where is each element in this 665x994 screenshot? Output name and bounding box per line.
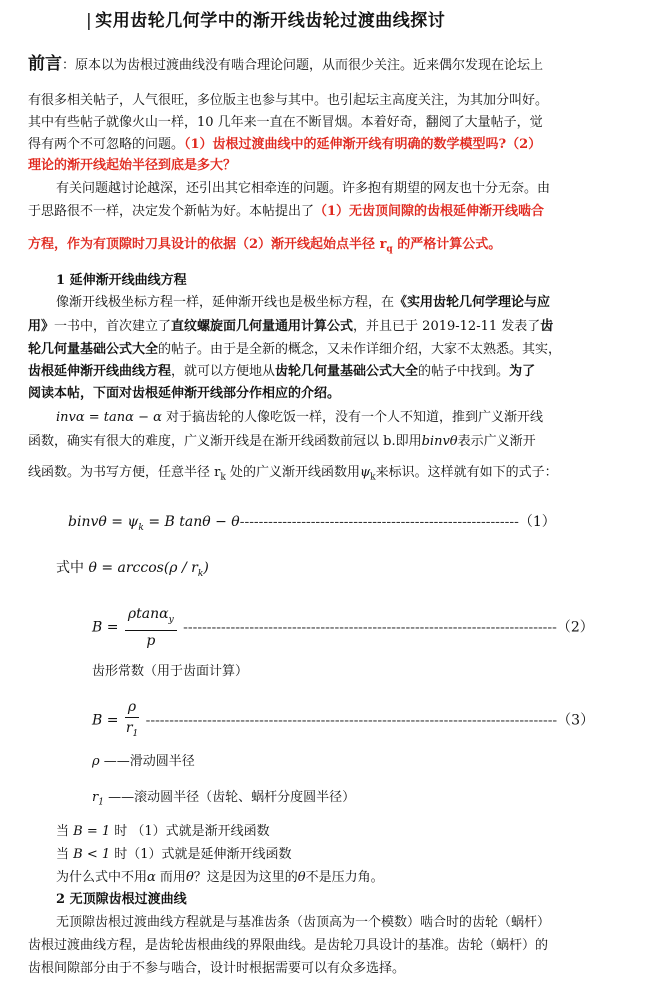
theta-definition: 式中 $\theta = \arccos(\rho / r_k)$ xyxy=(56,560,209,579)
intro-line-7: 于思路很不一样，决定发个新帖为好。本帖提出了（1）无齿顶间隙的齿根延伸渐开线啮合 xyxy=(28,204,545,219)
formula-2-fraction: $\frac{\rho\tan\alpha_y}{p}$ xyxy=(125,604,177,651)
s2-line-2: 齿根过渡曲线方程，是齿轮齿根曲线的界限曲线。是齿轮刀具设计的基准。齿轮（蜗杆）的 xyxy=(28,938,549,953)
rho-definition: ρ ——滑动圆半径 xyxy=(92,754,195,769)
s1-line-1: 像渐开线极坐标方程一样，延伸渐开线也是极坐标方程，在《实用齿轮几何学理论与应 xyxy=(56,295,551,310)
s1-line-4: 齿根延伸渐开线曲线方程，就可以方便地从齿轮几何量基础公式大全的帖子中找到。为了 xyxy=(28,364,536,379)
intro-line-4: 得有两个不可忽略的问题。（1）齿根过渡曲线中的延伸渐开线有明确的数学模型吗?（2） xyxy=(28,137,542,152)
s1-line-2: 用》一书中，首次建立了直纹螺旋面几何量通用计算公式，并且已于 2019-12-11 发表了齿 xyxy=(28,319,554,334)
intro-line-5: 理论的渐开线起始半径到底是多大？ xyxy=(28,158,237,173)
formula-1: binvθ = $\psi_k = B$ tanθ − θ-----------------------------------------------------------（1） xyxy=(68,514,556,533)
s1-line-6: invα = tanα − α 对于搞齿轮的人像吃饭一样，没有一个人不知道，推到广义渐开线 xyxy=(56,410,544,425)
s2-line-3: 齿根间隙部分由于不参与啮合，设计时根据需要可以有众多选择。 xyxy=(28,961,406,976)
s1-line-5: 阅读本帖，下面对齿根延伸渐开线部分作相应的介绍。 xyxy=(28,386,341,401)
s1-line-3: 轮几何量基础公式大全的帖子。由于是全新的概念，又未作详细介绍，大家不太熟悉。其实， xyxy=(28,342,562,357)
title-text: 实用齿轮几何学中的渐开线齿轮过渡曲线探讨 xyxy=(95,11,446,31)
tooth-constant-label: 齿形常数（用于齿面计算） xyxy=(92,664,249,679)
intro-line-2: 有很多相关帖子，人气很旺，多位版主也参与其中。也引起坛主高度关注，为其加分叫好。 xyxy=(28,93,549,108)
title-bar-mark: | xyxy=(86,11,93,31)
formula-2: B = $\frac{\rho\tan\alpha_y}{p}$ -------------------------------------------------------------------------------（2） xyxy=(92,606,594,649)
intro-line-8: 方程，作为有顶隙时刀具设计的依据（2）渐开线起始点半径 $r_q$ 的严格计算公式。 xyxy=(28,237,502,255)
s1-line-8: 线函数。为书写方便，任意半径 $r_k$ 处的广义渐开线函数用$\psi_k$来标识。这样就有如下的式子： xyxy=(28,465,558,483)
inv-alpha-formula: invα = tanα − α xyxy=(56,410,162,425)
intro-line-3: 其中有些帖子就像火山一样，10 几年来一直在不断冒烟。本着好奇，翻阅了大量帖子，觉 xyxy=(28,115,543,130)
intro-line-1: 前言：原本以为齿根过渡曲线没有啮合理论问题，从而很少关注。近来偶尔发现在论坛上 xyxy=(28,54,544,74)
section-1-heading: 1 延伸渐开线曲线方程 xyxy=(56,273,187,288)
case-b-less-1: 当 B < 1 时（1）式就是延伸渐开线函数 xyxy=(56,847,292,862)
why-theta-note: 为什么式中不用α 而用θ？这是因为这里的θ不是压力角。 xyxy=(56,870,384,885)
r1-definition: $r_1$ ——滚动圆半径（齿轮、蜗杆分度圆半径） xyxy=(92,790,356,808)
formula-3-fraction: $\frac{\rho}{r_1}$ xyxy=(125,699,139,739)
intro-lead: 前言 xyxy=(28,54,62,74)
formula-3: B = $\frac{\rho}{r_1}$ ---------------------------------------------------------------------------------------（3） xyxy=(92,697,594,744)
case-b-equals-1: 当 B = 1 时 （1）式就是渐开线函数 xyxy=(56,824,270,839)
intro-line-6: 有关问题越讨论越深，还引出其它相牵连的问题。许多抱有期望的网友也十分无奈。由 xyxy=(56,181,551,196)
section-2-heading: 2 无顶隙齿根过渡曲线 xyxy=(56,892,187,907)
document-title xyxy=(86,6,646,31)
s2-line-1: 无顶隙齿根过渡曲线方程就是与基准齿条（齿顶高为一个模数）啮合时的齿轮（蜗杆） xyxy=(56,915,551,930)
s1-line-7: 函数，确实有很大的难度，广义渐开线是在渐开线函数前冠以 b.即用binvθ表示广义渐开 xyxy=(28,434,536,449)
